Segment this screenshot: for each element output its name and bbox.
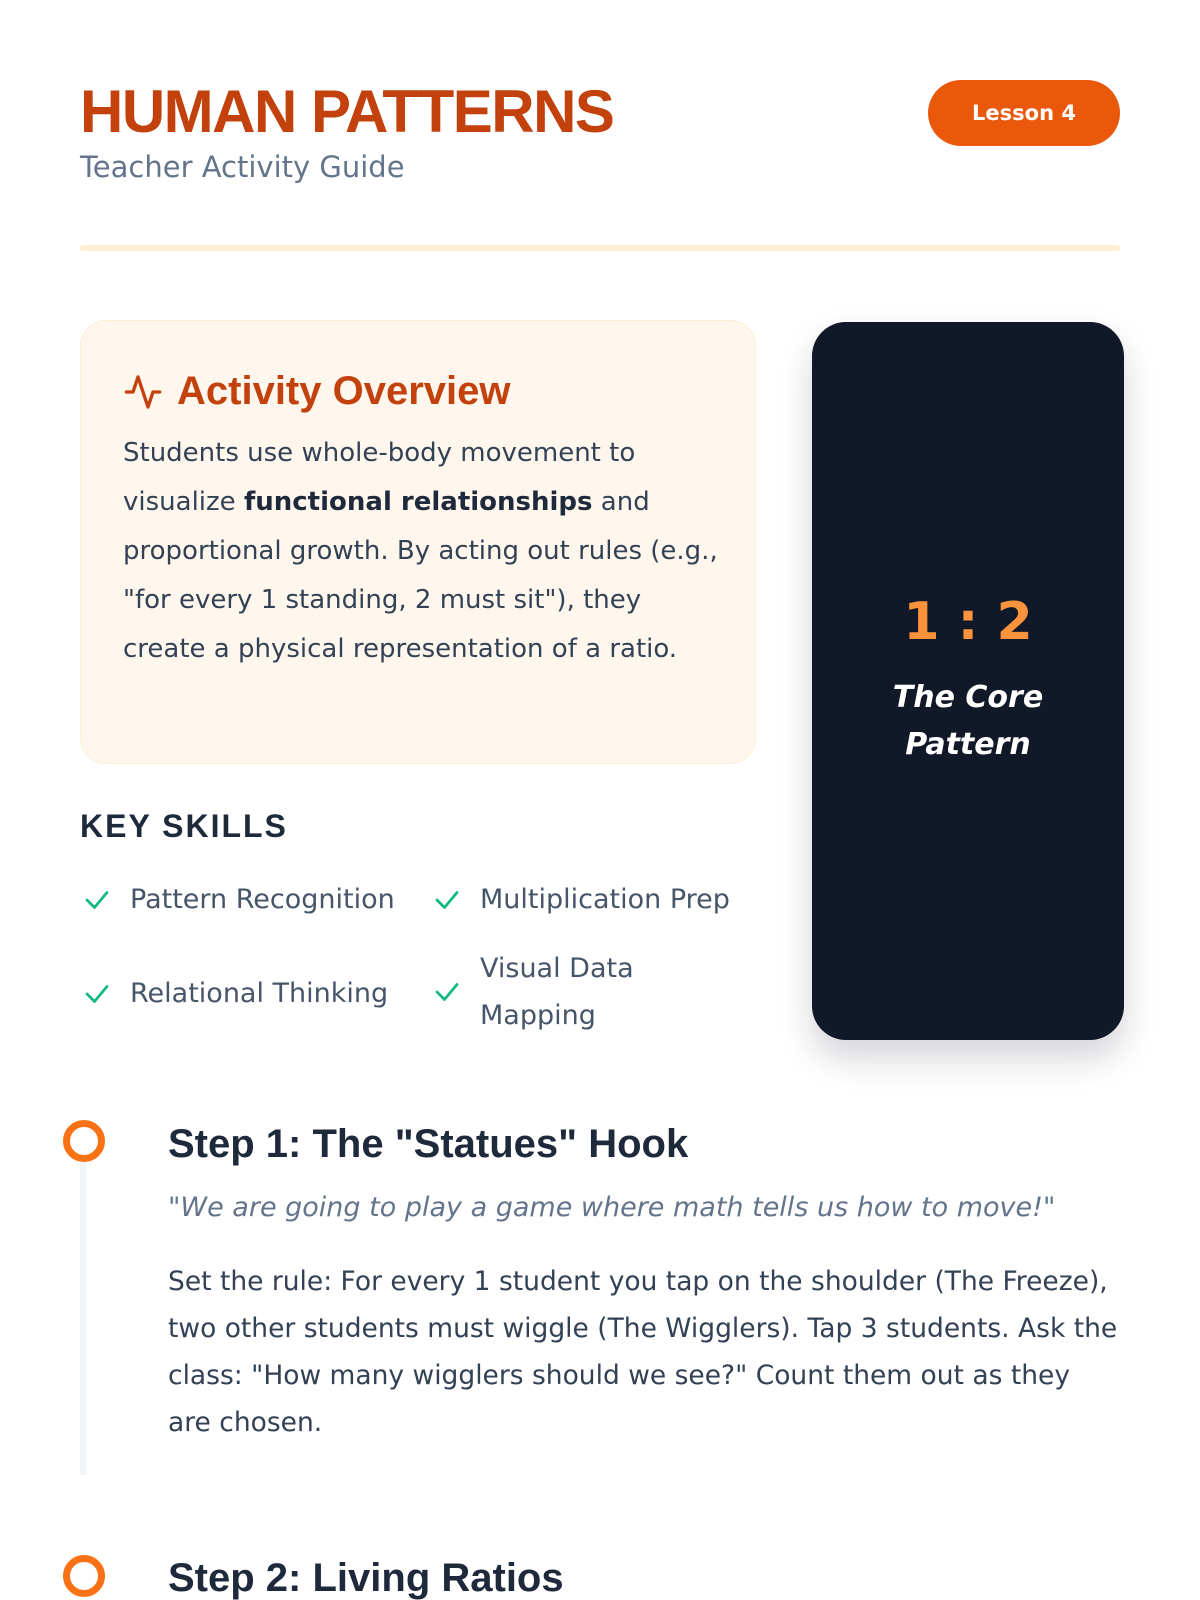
overview-text	[123, 429, 723, 674]
lesson-badge: Lesson 4	[928, 80, 1120, 146]
step-body: Set the rule: For every 1 student you tap on the shoulder (The Freeze), two other students must wiggle (The Wigglers). Tap 3 students. Ask the class: "How many wigglers should we see?" Count them out as they are chosen.	[168, 1266, 1118, 1438]
page-subtitle: Teacher Activity Guide	[80, 150, 405, 184]
skill-label: Relational Thinking	[130, 978, 389, 1009]
step-title: Step 1: The "Statues" Hook	[168, 1122, 689, 1166]
timeline-line	[80, 1160, 86, 1475]
ratio-caption: The Core Pattern	[892, 680, 1044, 762]
skill-item	[82, 970, 388, 1017]
step-marker	[63, 1120, 105, 1162]
step-marker	[63, 1555, 105, 1597]
overview-text-bold: functional relationships	[243, 487, 593, 517]
skill-item	[82, 876, 395, 923]
skill-item	[432, 876, 730, 923]
skill-label: Pattern Recognition	[130, 884, 395, 915]
page-title: HUMAN PATTERNS	[80, 78, 614, 145]
core-pattern-card	[812, 322, 1124, 1040]
overview-text-start: Students use whole-body movement to visualize	[123, 438, 636, 517]
key-skills-heading: KEY SKILLS	[80, 808, 288, 844]
step-title: Step 2: Living Ratios	[168, 1556, 564, 1600]
overview-text-end: and proportional growth. By acting out rules (e.g., "for every 1 standing, 2 must sit"), they create a physical representation of a ratio.	[123, 487, 718, 664]
overview-heading	[123, 369, 511, 414]
header-divider	[80, 245, 1120, 251]
check-icon	[432, 977, 462, 1007]
ratio-number: 1 : 2	[903, 592, 1033, 652]
page-header	[80, 80, 1120, 190]
skill-label: Visual Data Mapping	[480, 953, 634, 1031]
step-quote: "We are going to play a game where math tells us how to move!"	[168, 1192, 1056, 1223]
skill-item	[432, 945, 732, 1039]
check-icon	[82, 979, 112, 1009]
overview-title: Activity Overview	[177, 369, 511, 413]
ratio-value	[812, 592, 1124, 652]
activity-pulse-icon	[123, 372, 163, 412]
skill-label: Multiplication Prep	[480, 884, 730, 915]
check-icon	[82, 885, 112, 915]
check-icon	[432, 885, 462, 915]
activity-overview-card	[80, 320, 756, 764]
